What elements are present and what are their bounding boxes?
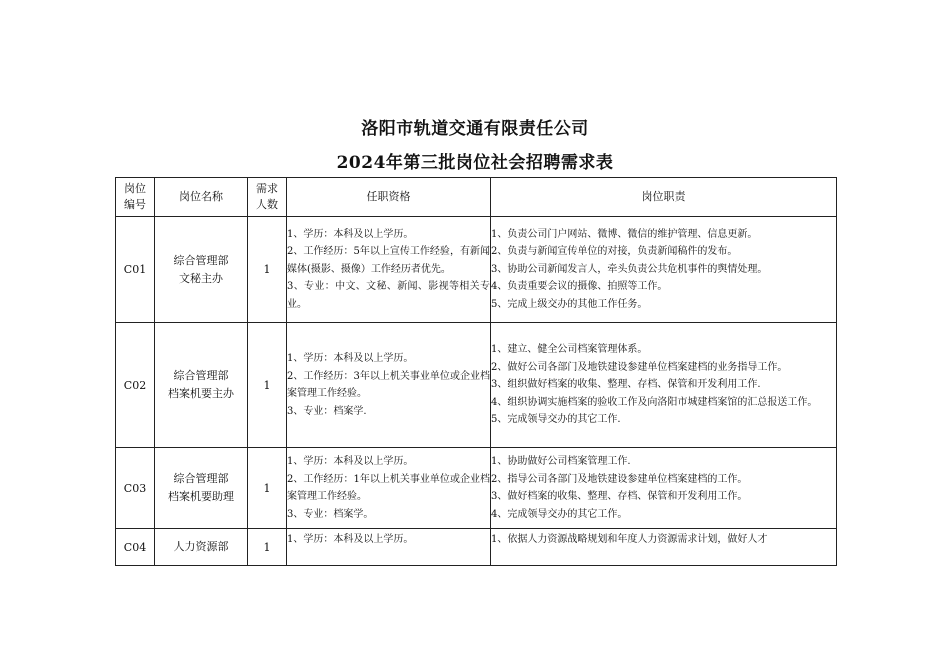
headcount: 1: [248, 529, 287, 566]
header-position-code: 岗位 编号: [116, 178, 155, 217]
duty-item: 2、指导公司各部门及地铁建设参建单位档案建档的工作。: [491, 473, 748, 485]
duty-item: 1、负责公司门户网站、微博、微信的维护管理、信息更新。: [491, 228, 758, 240]
duty-item: 4、负责重要会议的摄像、拍照等工作。: [491, 281, 668, 293]
qualifications-cell: [287, 448, 491, 529]
duty-item: 3、协助公司新闻发言人，牵头负责公共危机事件的舆情处理。: [491, 263, 768, 275]
qualification-item: 1、学历：本科及以上学历。: [287, 353, 414, 364]
headcount: 1: [248, 323, 287, 448]
duties-cell: [491, 448, 837, 529]
header-position-name: 岗位名称: [155, 178, 248, 217]
header-qualifications: 任职资格: [287, 178, 491, 217]
duties-cell: [491, 323, 837, 448]
position-code: C02: [116, 323, 155, 448]
table-row: [116, 529, 837, 566]
position-code: C03: [116, 448, 155, 529]
position-name: 综合管理部 文秘主办: [155, 217, 248, 323]
duty-item: 1、建立、健全公司档案管理体系。: [491, 344, 648, 356]
recruitment-table: [115, 177, 837, 566]
document-title: 洛阳市轨道交通有限责任公司: [361, 119, 589, 139]
qualifications-cell: [287, 323, 491, 448]
duty-item: 1、协助做好公司档案管理工作.: [491, 456, 631, 467]
duty-item: 5、完成领导交办的其它工作.: [491, 414, 621, 426]
qualification-item: 2、工作经历：3年以上机关事业单位或企业档案管理工作经验。: [287, 370, 490, 399]
headcount: 1: [248, 217, 287, 323]
position-name: 人力资源部: [155, 529, 248, 566]
qualification-item: 3、专业：中文、文秘、新闻、影视等相关专业。: [287, 281, 490, 310]
qualification-item: 3、专业：档案学.: [287, 405, 367, 417]
duties-cell: [491, 217, 837, 323]
table-header-row: [116, 178, 837, 217]
qualification-item: 2、工作经历：5年以上宣传工作经验，有新闻媒体(摄影、摄像）工作经历者优先。: [287, 246, 490, 275]
position-code: C04: [116, 529, 155, 566]
headcount: 1: [248, 448, 287, 529]
qualifications-cell: [287, 217, 491, 323]
duties-cell: [491, 529, 837, 566]
duty-item: 2、负责与新闻宣传单位的对接，负责新闻稿件的发布。: [491, 246, 738, 258]
duty-item: 2、做好公司各部门及地铁建设参建单位档案建档的业务指导工作。: [491, 361, 788, 373]
header-duties: 岗位职责: [491, 178, 837, 217]
qualification-item: 1、学历：本科及以上学历。: [287, 534, 414, 545]
qualifications-cell: [287, 529, 491, 566]
position-name: 综合管理部 档案机要主办: [155, 323, 248, 448]
duty-item: 4、组织协调实施档案的验收工作及向洛阳市城建档案馆的汇总报送工作。: [491, 396, 818, 408]
table-row: [116, 217, 837, 323]
duty-item: 3、组织做好档案的收集、整理、存档、保管和开发利用工作.: [491, 379, 761, 391]
header-headcount: 需求 人数: [248, 178, 287, 217]
qualification-item: 1、学历：本科及以上学历。: [287, 228, 414, 240]
qualification-item: 3、专业：档案学。: [287, 508, 374, 520]
qualification-item: 1、学历：本科及以上学历。: [287, 456, 414, 467]
qualification-item: 2、工作经历：1年以上机关事业单位或企业档案管理工作经验。: [287, 473, 490, 502]
position-code: C01: [116, 217, 155, 323]
duty-item: 5、完成上级交办的其他工作任务。: [491, 298, 648, 310]
duty-item: 1、依据人力资源战略规划和年度人力资源需求计划，做好人才: [491, 534, 768, 545]
duty-item: 3、做好档案的收集、整理、存档、保管和开发利用工作。: [491, 491, 748, 502]
table-row: [116, 323, 837, 448]
position-name: 综合管理部 档案机要助理: [155, 448, 248, 529]
duty-item: 4、完成领导交办的其它工作。: [491, 508, 628, 520]
table-row: [116, 448, 837, 529]
document-subtitle: 2024年第三批岗位社会招聘需求表: [336, 153, 614, 173]
